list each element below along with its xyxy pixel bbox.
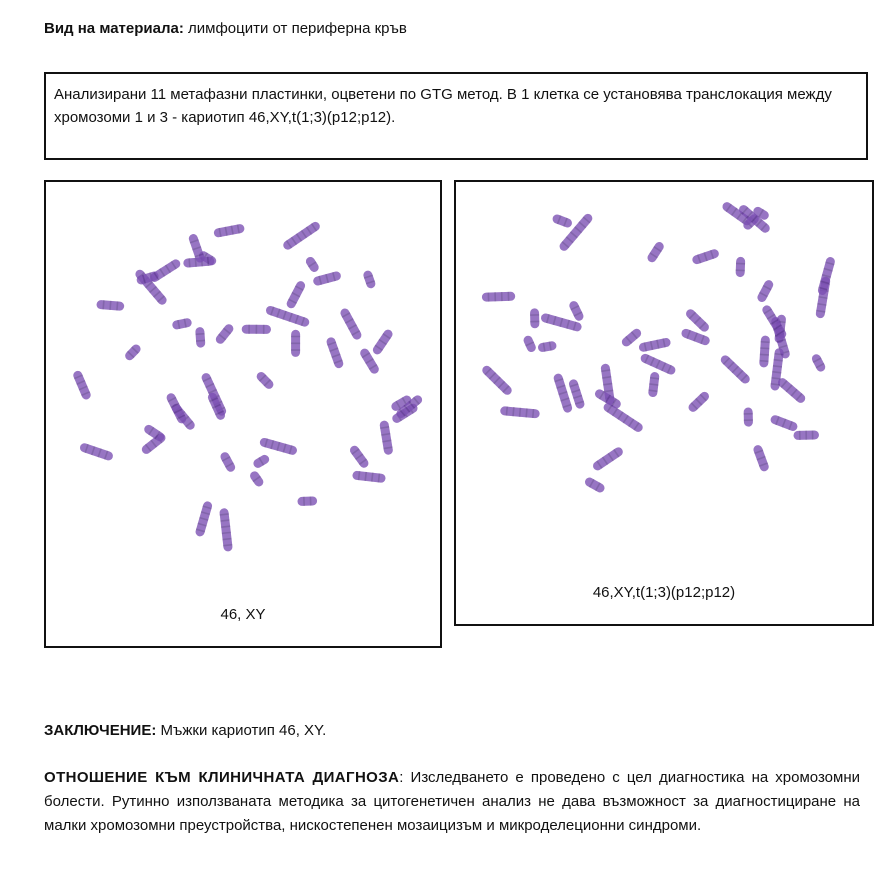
chromosome (646, 240, 666, 264)
chromosome (769, 414, 798, 432)
material-label: Вид на материала: (44, 20, 184, 37)
chromosome (265, 305, 311, 328)
chromosome (214, 322, 235, 345)
chromosome (691, 248, 720, 265)
chromosome (620, 327, 643, 348)
chromosome (522, 334, 537, 353)
karyotype-panel-normal (44, 180, 442, 648)
chromosome (195, 327, 205, 348)
chromosome (735, 257, 745, 278)
chromosome (282, 220, 322, 251)
chromosome (213, 223, 245, 238)
chromosome (165, 392, 188, 425)
chromosome (339, 307, 363, 341)
chromosome (304, 255, 320, 273)
chromosome (96, 300, 124, 311)
metaphase-spread-normal (52, 188, 436, 588)
clinical-relation: ОТНОШЕНИЕ КЪМ КЛИНИЧНАТА ДИАГНОЗА: Изследването е проведено с цел диагностика на хромозомни болести. Рутинно използваната методика за цитогенетичен анализ не дава възможност за диагностициране на малки хромозомни преустройства, нискостепенен мозаицизъм и микроделеционни синдроми. (44, 769, 860, 834)
chromosome (352, 470, 386, 483)
karyotype-panel-translocation (454, 180, 874, 626)
chromosome (291, 330, 300, 357)
chromosome (719, 354, 752, 386)
chromosome (219, 508, 233, 552)
chromosome (810, 353, 827, 373)
chromosome (591, 446, 624, 473)
chromosome (72, 369, 92, 400)
conclusion-label: ЗАКЛЮЧЕНИЕ: (44, 722, 157, 739)
figure-caption-translocation: 46,XY,t(1;3)(p12;p12) (592, 584, 736, 601)
chromosome (312, 271, 342, 287)
chromosome (602, 401, 645, 433)
chromosome (583, 476, 606, 494)
chromosome (638, 337, 671, 352)
chromosome (648, 372, 660, 398)
clinical-relation-label: ОТНОШЕНИЕ КЪМ КЛИНИЧНАТА ДИАГНОЗА (44, 769, 400, 786)
analysis-text: Анализирани 11 метафазни пластинки, оцветени по GTG метод. В 1 клетка се установява транслокация между хромозоми 1 и 3 - кариотип 46,XY,t(1;3)(p12;p12). (54, 86, 832, 126)
chromosome (553, 372, 574, 413)
chromosome (817, 256, 836, 296)
chromosome (759, 335, 770, 367)
material-value: лимфоцити от периферна кръв (188, 20, 407, 37)
chromosome (242, 325, 271, 334)
chromosome (297, 496, 317, 506)
conclusion (44, 722, 326, 739)
chromosome (776, 376, 807, 404)
figure-caption-normal: 46, XY (220, 606, 266, 623)
material-line (44, 20, 407, 37)
chromosome (639, 352, 677, 376)
chromosome (219, 451, 237, 474)
chromosome (325, 336, 344, 369)
chromosome (371, 328, 394, 356)
metaphase-spread-translocation (462, 188, 868, 578)
chromosome (285, 280, 307, 310)
chromosome (123, 343, 142, 362)
chromosome (348, 444, 370, 470)
clinical-relation-text: Изследването е проведено с цел диагностика на хромозомни болести. Рутинно използваната методика за цитогенетичен анализ не дава възможност за диагностициране на малки хромозомни преустройства, нискостепенен мозаицизъм и микроделеционни синдроми. (44, 769, 860, 834)
chromosome (148, 258, 182, 284)
analysis-box (44, 72, 868, 160)
chromosome (530, 308, 540, 328)
chromosome (793, 430, 819, 440)
chromosome (537, 341, 557, 353)
chromosome (255, 370, 275, 391)
chromosome (687, 390, 711, 414)
chromosome (362, 269, 376, 289)
chromosome (551, 213, 573, 229)
chromosome (79, 442, 114, 462)
chromosome (379, 420, 393, 455)
conclusion-text: Мъжки кариотип 46, XY. (160, 722, 327, 739)
chromosome (568, 300, 585, 323)
chromosome (752, 444, 770, 473)
chromosome (480, 364, 513, 397)
chromosome (756, 279, 775, 304)
chromosome (248, 470, 265, 489)
chromosome (252, 453, 271, 469)
chromosome (744, 407, 753, 426)
chromosome (194, 500, 213, 537)
chromosome (171, 317, 192, 330)
chromosome (500, 406, 540, 419)
chromosome (482, 292, 516, 302)
chromosome (259, 437, 298, 456)
